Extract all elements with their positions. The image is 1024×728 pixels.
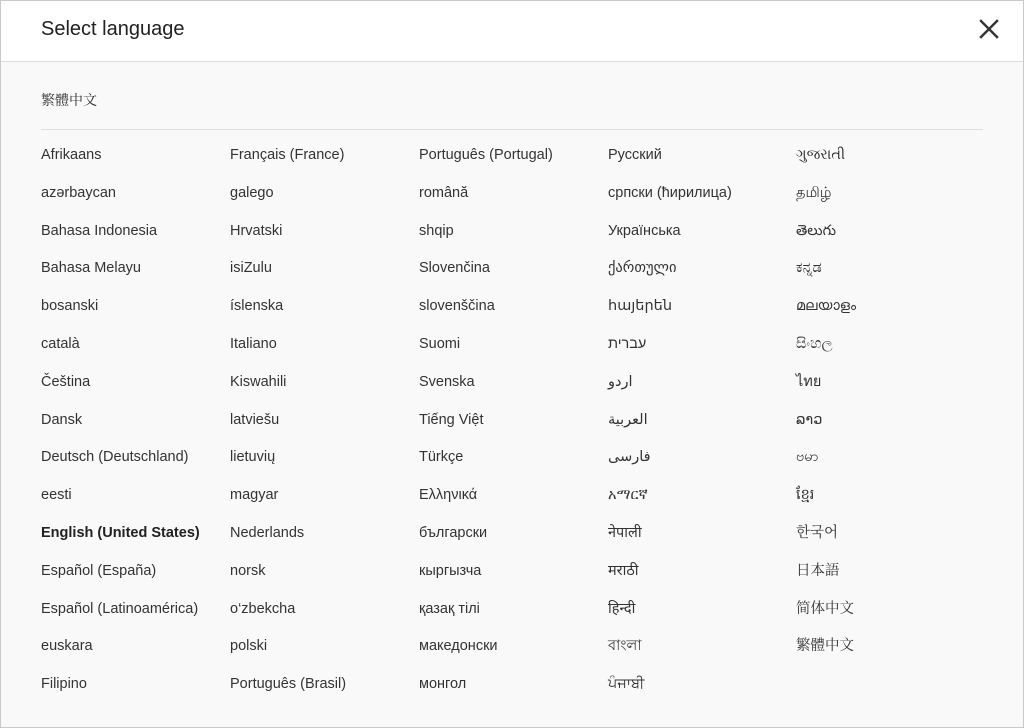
language-option[interactable]: Español (Latinoamérica) bbox=[41, 600, 199, 617]
language-option[interactable]: bosanski bbox=[41, 298, 99, 315]
language-option[interactable]: Čeština bbox=[41, 373, 91, 390]
dialog-title: Select language bbox=[41, 18, 185, 40]
language-column-4 bbox=[608, 144, 793, 711]
language-option[interactable]: Português (Portugal) bbox=[419, 147, 553, 163]
language-option[interactable]: አማርኛ bbox=[608, 487, 648, 504]
language-option[interactable]: Slovenčina bbox=[419, 260, 490, 277]
language-option[interactable]: македонски bbox=[419, 638, 498, 655]
language-option[interactable]: 繁體中文 bbox=[796, 638, 854, 655]
language-option[interactable]: Nederlands bbox=[230, 524, 305, 541]
language-option[interactable]: Українська bbox=[608, 222, 681, 239]
language-option[interactable]: Kiswahili bbox=[230, 373, 287, 390]
language-option[interactable]: ລາວ bbox=[796, 411, 823, 428]
language-option[interactable]: català bbox=[41, 335, 80, 352]
close-icon bbox=[975, 15, 1003, 43]
dialog-body bbox=[1, 62, 1023, 727]
language-option[interactable]: Suomi bbox=[419, 335, 461, 352]
language-option[interactable]: Dansk bbox=[41, 411, 83, 428]
language-option[interactable]: فارسی bbox=[608, 449, 651, 466]
language-option[interactable]: кыргызча bbox=[419, 562, 482, 579]
language-option[interactable]: polski bbox=[230, 638, 268, 655]
language-option[interactable]: română bbox=[419, 184, 469, 201]
language-option[interactable]: Afrikaans bbox=[41, 147, 102, 163]
language-option[interactable]: Filipino bbox=[41, 676, 87, 693]
language-option[interactable]: isiZulu bbox=[230, 260, 272, 277]
language-option[interactable]: Hrvatski bbox=[230, 222, 283, 239]
language-option[interactable]: o‘zbekcha bbox=[230, 600, 296, 617]
language-option[interactable]: српски (ћирилица) bbox=[608, 184, 732, 201]
language-option[interactable]: தமிழ் bbox=[796, 184, 832, 201]
language-option[interactable]: Italiano bbox=[230, 335, 277, 352]
dialog-header bbox=[1, 1, 1023, 62]
language-option[interactable]: සිංහල bbox=[796, 335, 833, 352]
language-option[interactable]: slovenščina bbox=[419, 298, 495, 315]
language-option[interactable]: עברית bbox=[608, 335, 647, 352]
divider bbox=[41, 129, 983, 130]
language-option[interactable]: norsk bbox=[230, 562, 266, 579]
language-option[interactable]: 简体中文 bbox=[796, 600, 854, 617]
language-option[interactable]: eesti bbox=[41, 487, 72, 504]
language-option[interactable]: Deutsch (Deutschland) bbox=[41, 449, 189, 466]
language-option[interactable]: azərbaycan bbox=[41, 184, 116, 201]
language-option[interactable]: తెలుగు bbox=[796, 222, 837, 239]
language-option[interactable]: Ελληνικά bbox=[419, 487, 478, 504]
language-option[interactable]: ქართული bbox=[608, 260, 677, 277]
language-option[interactable]: اردو bbox=[608, 373, 633, 390]
language-option[interactable]: ខ្មែរ bbox=[796, 487, 815, 504]
language-option[interactable]: नेपाली bbox=[608, 524, 642, 541]
language-option[interactable]: Русский bbox=[608, 147, 662, 163]
language-option[interactable]: euskara bbox=[41, 638, 93, 655]
language-option[interactable]: हिन्दी bbox=[608, 600, 636, 617]
language-column-3 bbox=[419, 144, 604, 711]
language-option[interactable]: български bbox=[419, 524, 488, 541]
language-option[interactable]: Bahasa Indonesia bbox=[41, 222, 158, 239]
language-column-5 bbox=[796, 144, 981, 673]
language-option[interactable]: Türkçe bbox=[419, 449, 464, 466]
language-option[interactable]: বাংলা bbox=[608, 638, 642, 655]
language-option[interactable]: ဗမာ bbox=[796, 449, 819, 466]
language-option[interactable]: ਪੰਜਾਬੀ bbox=[608, 676, 645, 693]
language-option[interactable]: latviešu bbox=[230, 411, 280, 428]
close-button[interactable] bbox=[975, 15, 1003, 43]
language-option[interactable]: English (United States) bbox=[41, 524, 200, 541]
language-option[interactable]: 한국어 bbox=[796, 524, 839, 541]
current-language-label: 繁體中文 bbox=[41, 92, 97, 108]
language-option[interactable]: Français (France) bbox=[230, 147, 345, 163]
language-option[interactable]: magyar bbox=[230, 487, 279, 504]
language-option[interactable]: العربية bbox=[608, 411, 648, 428]
language-option[interactable]: 日本語 bbox=[796, 562, 840, 579]
language-option[interactable]: Português (Brasil) bbox=[230, 676, 347, 693]
language-option[interactable]: ಕನ್ನಡ bbox=[796, 260, 822, 277]
language-option[interactable]: मराठी bbox=[608, 562, 639, 579]
language-option[interactable]: Bahasa Melayu bbox=[41, 260, 141, 277]
language-option[interactable]: Svenska bbox=[419, 373, 475, 390]
language-option[interactable]: lietuvių bbox=[230, 449, 276, 466]
language-option[interactable]: galego bbox=[230, 184, 274, 201]
language-option[interactable]: ไทย bbox=[796, 373, 822, 390]
language-column-2 bbox=[230, 144, 415, 711]
language-option[interactable]: íslenska bbox=[230, 298, 284, 315]
language-option[interactable]: shqip bbox=[419, 222, 454, 239]
language-option[interactable]: ગુજરાતી bbox=[796, 147, 846, 163]
language-column-1 bbox=[41, 144, 226, 711]
language-option[interactable]: қазақ тілі bbox=[419, 600, 480, 617]
language-option[interactable]: Tiếng Việt bbox=[419, 411, 484, 428]
language-option[interactable]: Español (España) bbox=[41, 562, 157, 579]
language-option[interactable]: മലയാളം bbox=[796, 298, 857, 315]
language-option[interactable]: монгол bbox=[419, 676, 467, 693]
language-option[interactable]: հայերեն bbox=[608, 298, 673, 315]
